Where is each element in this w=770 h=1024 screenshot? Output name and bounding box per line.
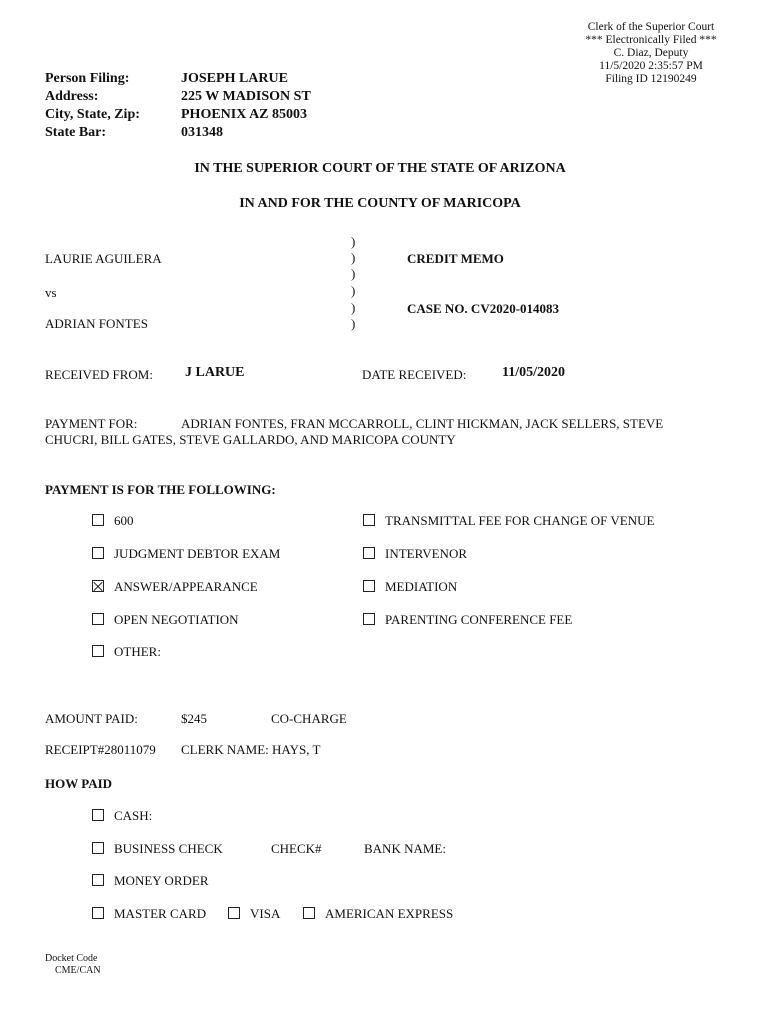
plaintiff-name: LAURIE AGUILERA (45, 251, 162, 266)
county-heading: IN AND FOR THE COUNTY OF MARICOPA (239, 196, 521, 211)
docket-code-label: Docket Code (45, 953, 98, 964)
person-filing-value: JOSEPH LARUE (181, 71, 288, 86)
checkbox-master-card[interactable] (92, 907, 104, 919)
city-state-zip-label: City, State, Zip: (45, 107, 140, 122)
address-label: Address: (45, 89, 99, 104)
checkbox-label: INTERVENOR (385, 546, 468, 561)
address-value: 225 W MADISON ST (181, 89, 311, 104)
checkbox-label: 600 (114, 513, 134, 528)
checkbox-business-check[interactable] (92, 842, 104, 854)
checkbox-label: MEDIATION (385, 579, 458, 594)
caption-paren: ) (351, 316, 356, 331)
checkbox-other[interactable] (92, 645, 104, 657)
checkbox-label: VISA (250, 906, 281, 921)
check-number-label: CHECK# (271, 841, 322, 856)
checkbox-label: JUDGMENT DEBTOR EXAM (114, 546, 281, 561)
stamp-line: Clerk of the Superior Court (587, 21, 715, 33)
document-title: CREDIT MEMO (407, 251, 504, 266)
stamp-line: C. Diaz, Deputy (613, 47, 689, 59)
docket-code-value: CME/CAN (55, 965, 101, 976)
checkbox-600[interactable] (92, 514, 104, 526)
payment-for-line-2: CHUCRI, BILL GATES, STEVE GALLARDO, AND MARICOPA COUNTY (45, 432, 456, 447)
checkbox-label: ANSWER/APPEARANCE (114, 579, 258, 594)
checkbox-intervenor[interactable] (363, 547, 375, 559)
person-filing-label: Person Filing: (45, 71, 130, 86)
defendant-name: ADRIAN FONTES (45, 316, 148, 331)
receipt-number: RECEIPT#28011079 (45, 742, 156, 757)
checkbox-answer-appearance[interactable] (92, 580, 104, 592)
checkbox-american-express[interactable] (303, 907, 315, 919)
stamp-line: *** Electronically Filed *** (585, 34, 717, 46)
case-number: CASE NO. CV2020-014083 (407, 301, 560, 316)
checkbox-cash[interactable] (92, 809, 104, 821)
state-bar-value: 031348 (181, 125, 223, 140)
versus-text: vs (45, 285, 57, 300)
amount-paid-label: AMOUNT PAID: (45, 711, 138, 726)
clerk-name: CLERK NAME: HAYS, T (181, 742, 321, 757)
checkbox-label: BUSINESS CHECK (114, 841, 223, 856)
checkbox-label: OTHER: (114, 644, 161, 659)
bank-name-label: BANK NAME: (364, 841, 446, 856)
payment-section-heading: PAYMENT IS FOR THE FOLLOWING: (45, 482, 276, 497)
caption-paren: ) (351, 266, 356, 281)
caption-paren: ) (351, 250, 356, 265)
court-heading: IN THE SUPERIOR COURT OF THE STATE OF ARIZONA (194, 161, 566, 176)
checkbox-label: MONEY ORDER (114, 873, 209, 888)
filing-stamp (570, 21, 732, 86)
checkbox-parenting-conference-fee[interactable] (363, 613, 375, 625)
checkbox-label: TRANSMITTAL FEE FOR CHANGE OF VENUE (385, 513, 655, 528)
checkbox-label: MASTER CARD (114, 906, 207, 921)
received-from-value: J LARUE (185, 365, 245, 380)
amount-paid-value: $245 (181, 711, 207, 726)
how-paid-heading: HOW PAID (45, 776, 113, 791)
checkbox-visa[interactable] (228, 907, 240, 919)
checkbox-judgment-debtor-exam[interactable] (92, 547, 104, 559)
date-received-value: 11/05/2020 (502, 365, 566, 380)
caption-paren: ) (351, 300, 356, 315)
co-charge-label: CO-CHARGE (271, 711, 347, 726)
checkbox-label: CASH: (114, 808, 153, 823)
stamp-line: Filing ID 12190249 (605, 73, 697, 85)
payment-for-label: PAYMENT FOR: (45, 416, 138, 431)
received-from-label: RECEIVED FROM: (45, 367, 153, 382)
city-state-zip-value: PHOENIX AZ 85003 (181, 107, 308, 122)
checkbox-label: AMERICAN EXPRESS (325, 906, 454, 921)
checkbox-mediation[interactable] (363, 580, 375, 592)
caption-paren: ) (351, 234, 356, 249)
state-bar-label: State Bar: (45, 125, 107, 140)
checkbox-open-negotiation[interactable] (92, 613, 104, 625)
checkbox-transmittal-fee[interactable] (363, 514, 375, 526)
checkbox-label: PARENTING CONFERENCE FEE (385, 612, 573, 627)
checkbox-money-order[interactable] (92, 874, 104, 886)
payment-for-line-1: ADRIAN FONTES, FRAN MCCARROLL, CLINT HICKMAN, JACK SELLERS, STEVE (181, 416, 664, 431)
date-received-label: DATE RECEIVED: (362, 367, 467, 382)
checkbox-label: OPEN NEGOTIATION (114, 612, 239, 627)
stamp-line: 11/5/2020 2:35:57 PM (599, 60, 703, 72)
caption-paren: ) (351, 283, 356, 298)
